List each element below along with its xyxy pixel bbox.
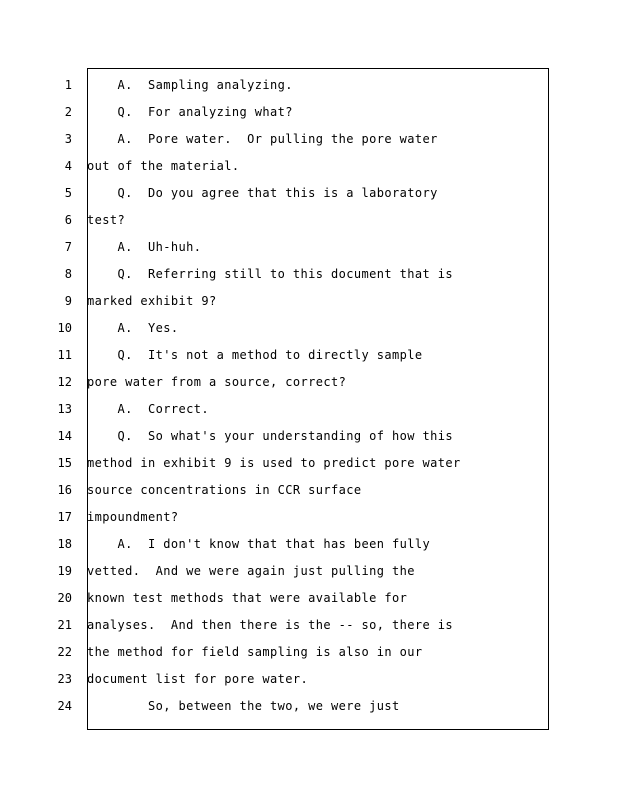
line-text: out of the material. [87, 159, 240, 173]
line-number: 24 [57, 699, 72, 713]
line-number: 12 [57, 375, 72, 389]
transcript-line [0, 129, 600, 149]
transcript-line [0, 696, 600, 716]
line-text: A. Pore water. Or pulling the pore water [87, 132, 438, 146]
line-number: 16 [57, 483, 72, 497]
line-number: 3 [64, 132, 72, 146]
line-text: method in exhibit 9 is used to predict pore water [87, 456, 461, 470]
transcript-line [0, 561, 600, 581]
transcript-line [0, 399, 600, 419]
line-text: source concentrations in CCR surface [87, 483, 362, 497]
line-number: 10 [57, 321, 72, 335]
transcript-line [0, 426, 600, 446]
transcript-line [0, 210, 600, 230]
line-text: A. Sampling analyzing. [87, 78, 293, 92]
line-text: analyses. And then there is the -- so, there is [87, 618, 453, 632]
line-number: 4 [64, 159, 72, 173]
line-text: A. I don't know that that has been fully [87, 537, 431, 551]
line-number: 21 [57, 618, 72, 632]
transcript-line [0, 588, 600, 608]
line-number: 7 [64, 240, 72, 254]
line-text: So, between the two, we were just [87, 699, 400, 713]
line-text: Q. Referring still to this document that is [87, 267, 453, 281]
line-number: 11 [57, 348, 72, 362]
transcript-line [0, 615, 600, 635]
line-text: known test methods that were available for [87, 591, 408, 605]
line-text: document list for pore water. [87, 672, 309, 686]
transcript-line [0, 669, 600, 689]
transcript-line [0, 318, 600, 338]
line-text: marked exhibit 9? [87, 294, 217, 308]
transcript-line [0, 345, 600, 365]
line-number: 1 [64, 78, 72, 92]
line-text: Q. It's not a method to directly sample [87, 348, 423, 362]
line-text: Q. For analyzing what? [87, 105, 293, 119]
line-text: Q. Do you agree that this is a laboratory [87, 186, 438, 200]
line-text: pore water from a source, correct? [87, 375, 347, 389]
line-text: A. Yes. [87, 321, 179, 335]
line-number: 6 [64, 213, 72, 227]
line-number: 19 [57, 564, 72, 578]
line-number: 15 [57, 456, 72, 470]
transcript-line [0, 372, 600, 392]
line-number: 23 [57, 672, 72, 686]
line-text: A. Correct. [87, 402, 209, 416]
line-number: 17 [57, 510, 72, 524]
transcript-line [0, 102, 600, 122]
transcript-line [0, 75, 600, 95]
line-number: 14 [57, 429, 72, 443]
line-number: 5 [64, 186, 72, 200]
transcript-line [0, 534, 600, 554]
transcript-line [0, 642, 600, 662]
line-number: 18 [57, 537, 72, 551]
line-text: Q. So what's your understanding of how this [87, 429, 453, 443]
line-number: 8 [64, 267, 72, 281]
transcript-line [0, 264, 600, 284]
transcript-line [0, 291, 600, 311]
transcript-line [0, 183, 600, 203]
transcript-line [0, 237, 600, 257]
line-number: 22 [57, 645, 72, 659]
transcript-line [0, 480, 600, 500]
transcript-line [0, 453, 600, 473]
line-text: A. Uh-huh. [87, 240, 202, 254]
line-text: vetted. And we were again just pulling the [87, 564, 415, 578]
line-number: 2 [64, 105, 72, 119]
transcript-line [0, 156, 600, 176]
transcript-line [0, 507, 600, 527]
line-number: 20 [57, 591, 72, 605]
line-number: 9 [64, 294, 72, 308]
line-text: test? [87, 213, 126, 227]
line-number: 13 [57, 402, 72, 416]
line-text: the method for field sampling is also in our [87, 645, 423, 659]
line-text: impoundment? [87, 510, 179, 524]
